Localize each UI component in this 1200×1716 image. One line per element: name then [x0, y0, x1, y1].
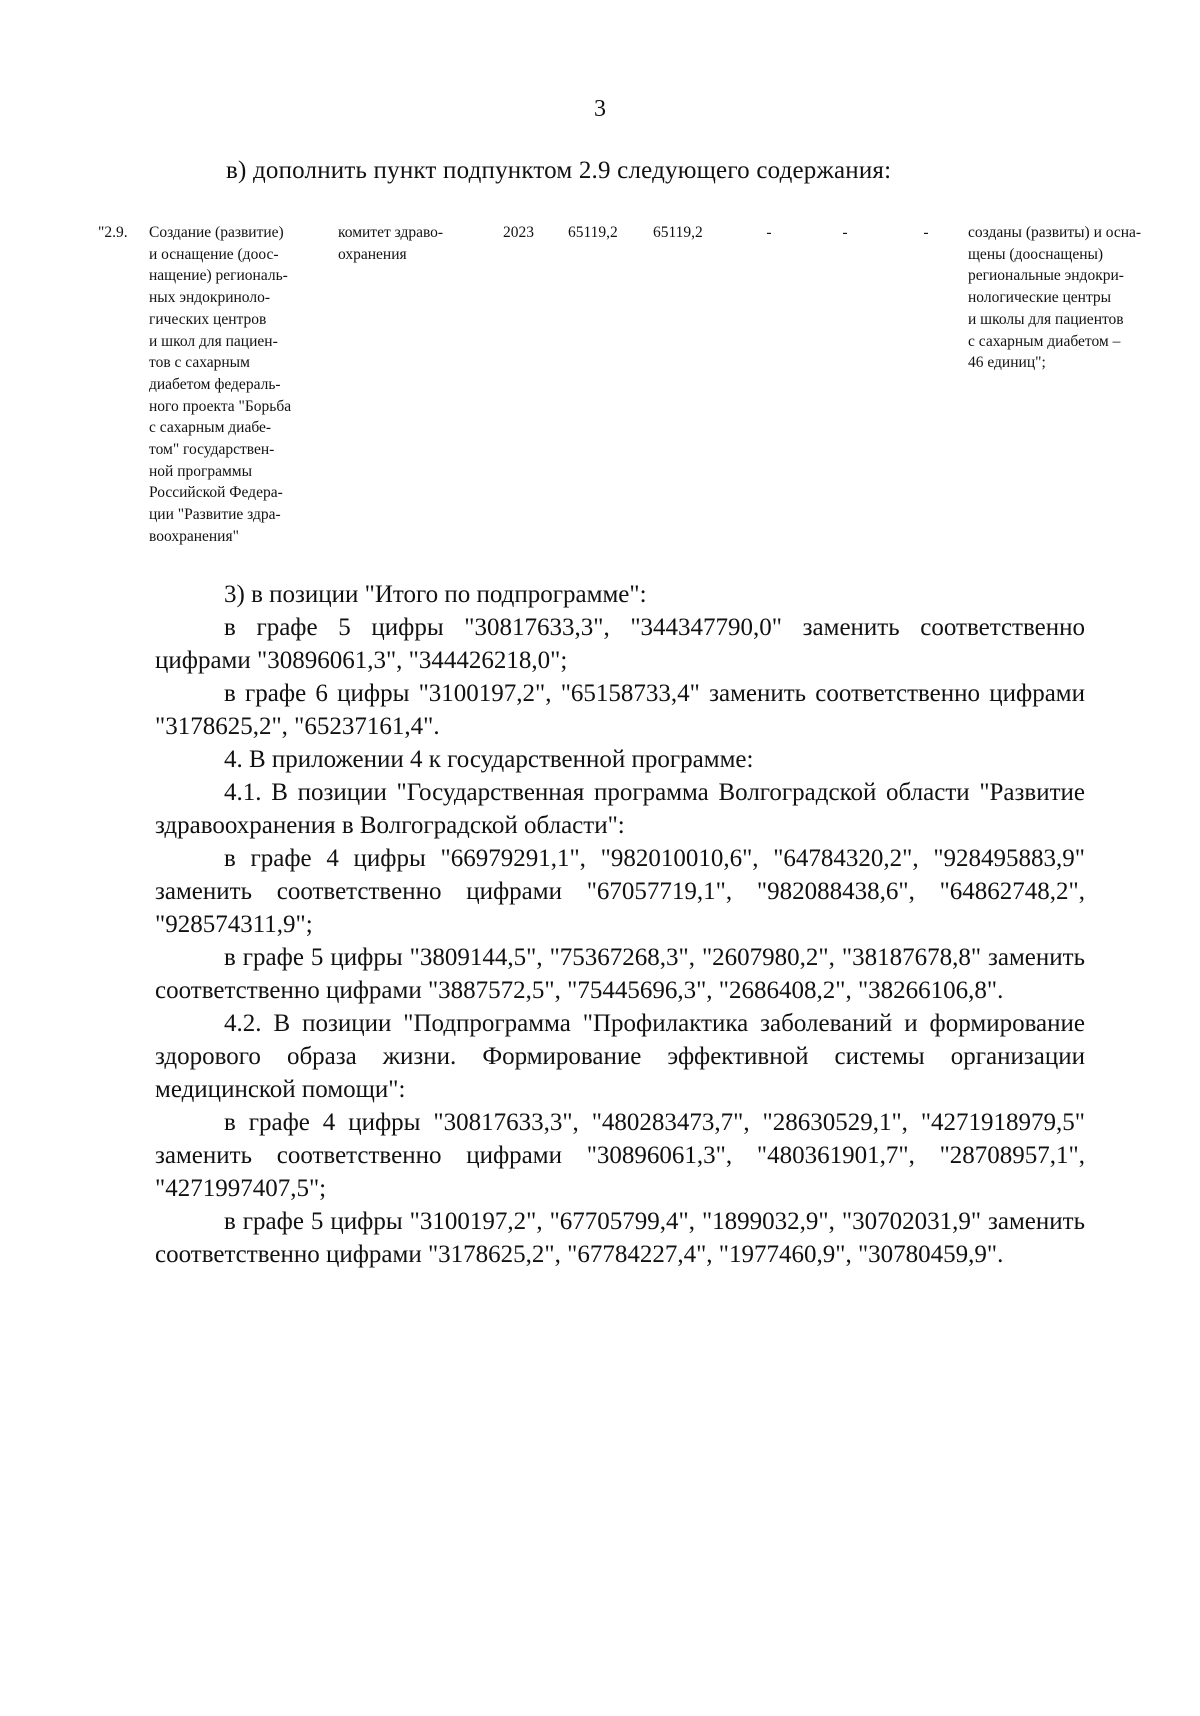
name-line: диабетом федераль-: [149, 375, 281, 393]
name-line: тов с сахарным: [149, 354, 250, 372]
row-total: 65119,2: [568, 224, 618, 241]
row-funding-4: -: [923, 224, 929, 241]
result-line: и школы для пациентов: [968, 310, 1124, 328]
name-line: с сахарным диабе-: [149, 419, 272, 437]
row-number: "2.9.: [98, 224, 128, 241]
paragraph: в графе 6 цифры "3100197,2", "65158733,4" заменить соответственно цифрами "3178625,2", "65237161,4".: [155, 680, 1085, 740]
body-text: [155, 578, 1085, 1271]
row-funding-3: -: [842, 224, 848, 241]
name-line: Создание (развитие): [149, 224, 284, 241]
result-line: нологические центры: [968, 289, 1112, 307]
row-name: [149, 222, 321, 548]
name-line: ции "Развитие здра-: [149, 506, 281, 524]
name-line: нащение) региональ-: [149, 267, 288, 285]
paragraph: 4.2. В позиции "Подпрограмма "Профилактика заболеваний и формирование здорового образа жизни. Формирование эффективной системы организации медицинской помощи":: [155, 1010, 1085, 1103]
name-line: и оснащение (доос-: [149, 245, 279, 263]
name-line: гических центров: [149, 310, 267, 328]
result-line: 46 единиц";: [968, 354, 1046, 372]
paragraph: в графе 5 цифры "30817633,3", "344347790,0" заменить соответственно цифрами "30896061,3", "344426218,0";: [155, 614, 1085, 674]
name-line: Российской Федера-: [149, 484, 283, 502]
paragraph: 4. В приложении 4 к государственной программе:: [224, 746, 754, 773]
row-year: 2023: [503, 224, 534, 241]
name-line: воохранения": [149, 527, 239, 545]
name-line: и школ для пациен-: [149, 332, 278, 350]
paragraph: в графе 4 цифры "30817633,3", "480283473,7", "28630529,1", "4271918979,5" заменить соответственно цифрами "30896061,3", "480361901,7", "28708957,1", "4271997407,5";: [155, 1109, 1085, 1202]
paragraph: в графе 5 цифры "3100197,2", "67705799,4", "1899032,9", "30702031,9" заменить соответственно цифрами "3178625,2", "67784227,4", "1977460,9", "30780459,9".: [155, 1208, 1085, 1268]
intro-line: в) дополнить пункт подпунктом 2.9 следующего содержания:: [226, 157, 892, 184]
name-line: ных эндокриноло-: [149, 289, 270, 307]
result-line: с сахарным диабетом –: [968, 332, 1121, 350]
paragraph: в графе 4 цифры "66979291,1", "982010010,6", "64784320,2", "928495883,9" заменить соответственно цифрами "67057719,1", "982088438,6", "64862748,2", "928574311,9";: [155, 845, 1085, 938]
row-executor: комитет здраво-охранения: [338, 224, 444, 263]
name-line: ной программы: [149, 462, 253, 480]
row-funding-2: -: [766, 224, 772, 241]
result-line: щены (дооснащены): [968, 245, 1104, 263]
result-line: созданы (развиты) и осна-: [968, 224, 1142, 241]
result-line: региональные эндокри-: [968, 267, 1124, 285]
row-funding-1: 65119,2: [653, 224, 703, 241]
name-line: ного проекта "Борьба: [149, 397, 292, 415]
name-line: том" государствен-: [149, 441, 275, 459]
row-result: [968, 222, 1148, 374]
paragraph: в графе 5 цифры "3809144,5", "75367268,3", "2607980,2", "38187678,8" заменить соответственно цифрами "3887572,5", "75445696,3", "2686408,2", "38266106,8".: [155, 944, 1085, 1004]
paragraph: 3) в позиции "Итого по подпрограмме":: [224, 581, 647, 608]
page-number: 3: [594, 96, 606, 122]
paragraph: 4.1. В позиции "Государственная программа Волгоградской области "Развитие здравоохранения в Волгоградской области":: [155, 779, 1085, 839]
